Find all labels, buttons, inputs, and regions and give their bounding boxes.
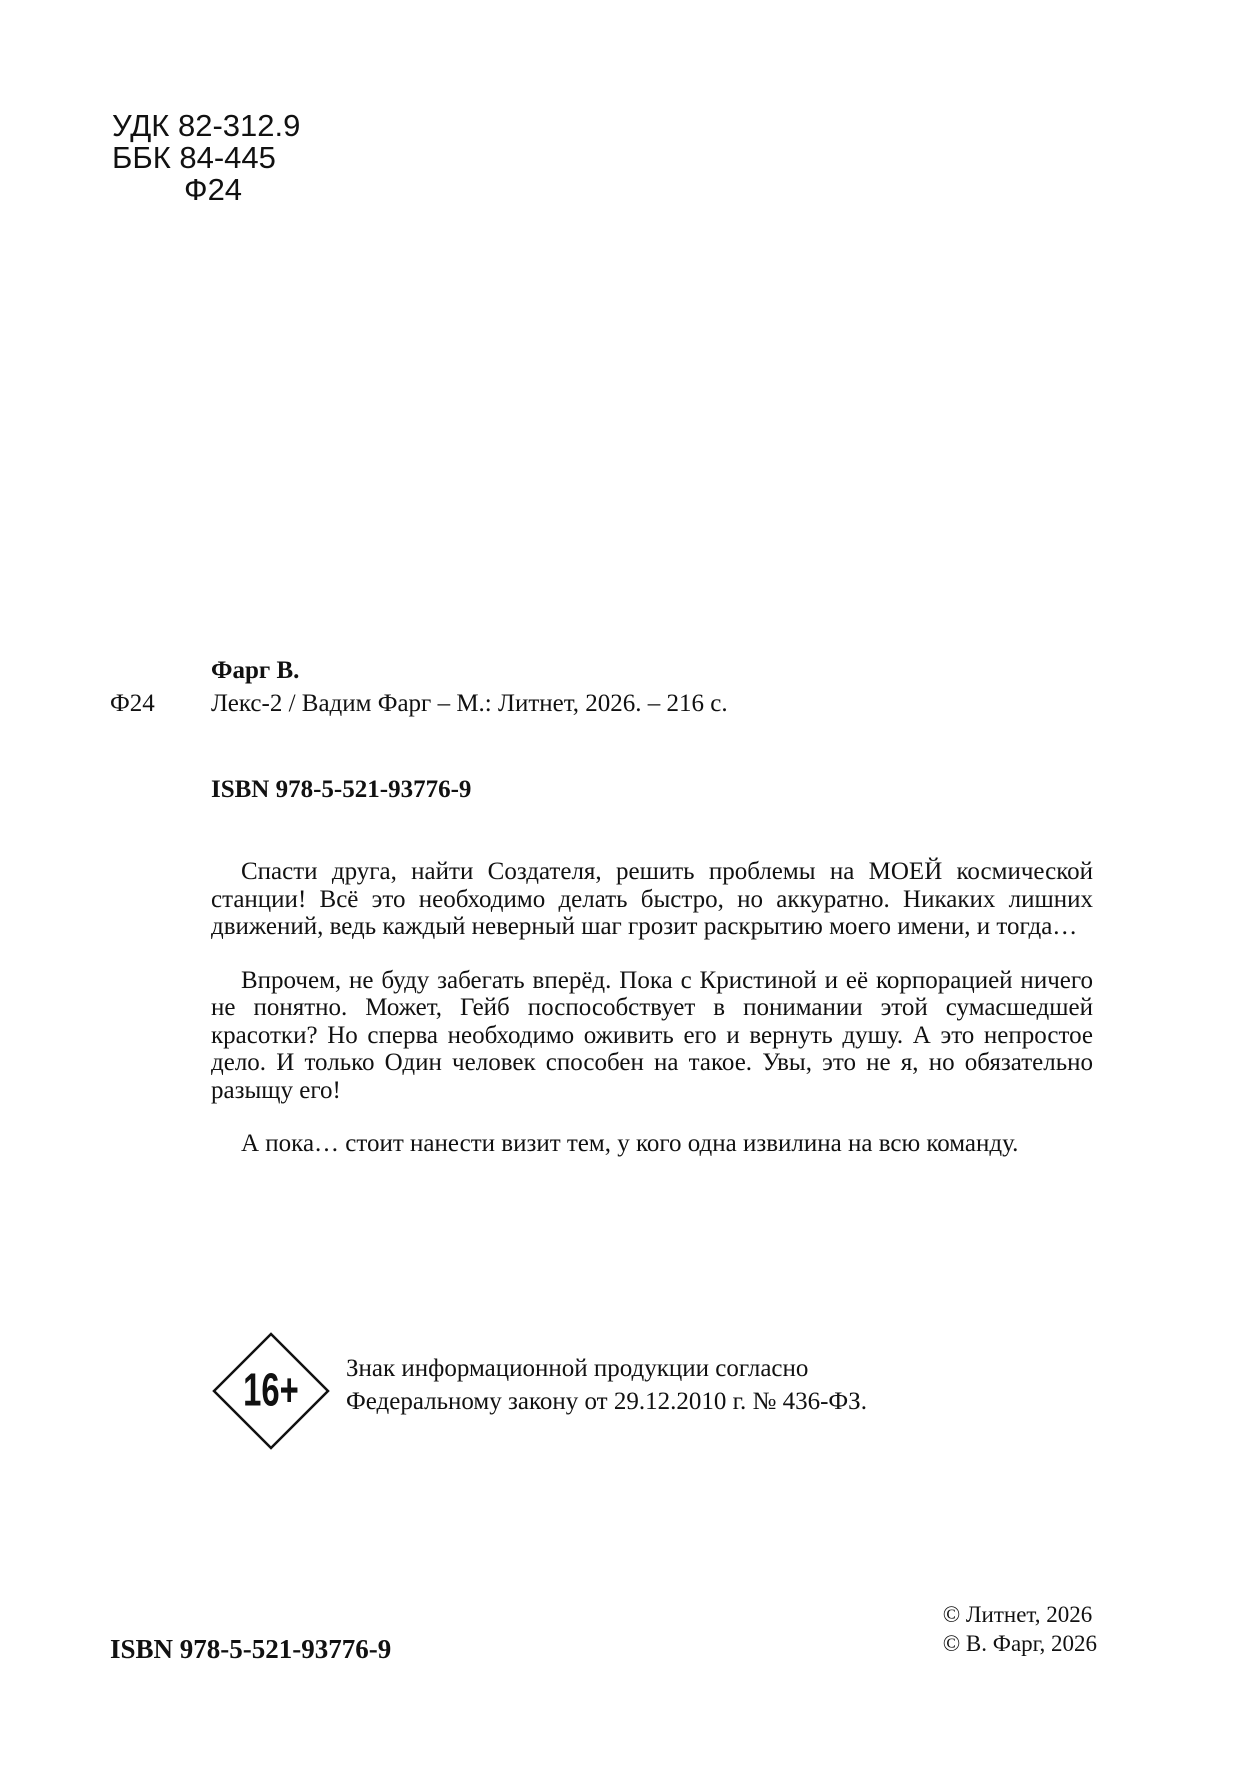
- annotation: [211, 858, 1093, 1184]
- copyright-author: © В. Фарг, 2026: [942, 1631, 1097, 1656]
- author-sign-code: Ф24: [110, 690, 155, 717]
- isbn-main: ISBN 978-5-521-93776-9: [211, 776, 472, 803]
- isbn-footer: ISBN 978-5-521-93776-9: [110, 1634, 392, 1664]
- age-rating-label: 16+: [243, 1365, 299, 1416]
- author-sign: Ф24: [184, 172, 243, 207]
- age-note-line: Федеральному закону от 29.12.2010 г. № 436-ФЗ.: [346, 1388, 867, 1415]
- annotation-paragraph: А пока… стоит нанести визит тем, у кого одна извилина на всю команду.: [241, 1130, 1019, 1157]
- classification-block: [112, 110, 300, 206]
- udc-code: УДК 82-312.9: [112, 108, 301, 143]
- age-rating-diamond: [212, 1332, 330, 1450]
- age-rating-note: [346, 1352, 867, 1418]
- bibliographic-line: Лекс-2 / Вадим Фарг – М.: Литнет, 2026. – 216 с.: [211, 690, 728, 717]
- annotation-paragraph: Спасти друга, найти Создателя, решить проблемы на МОЕЙ космической станции! Всё это необходимо делать быстро, но аккуратно. Никаких лишних движений, ведь каждый неверный шаг грозит раскрытию моего имени, и тогда…: [211, 858, 1093, 940]
- bbk-code: ББК 84-445: [112, 140, 276, 175]
- copyright-block: [943, 1600, 1097, 1658]
- annotation-paragraph: Впрочем, не буду забегать вперёд. Пока с Кристиной и её корпорацией ничего не понятно. Может, Гейб поспособствует в понимании этой сумасшедшей красотки? Но сперва необходимо оживить его и вернуть душу. А это непростое дело. И только Один человек способен на такое. Увы, это не я, но обязательно разыщу его!: [211, 966, 1093, 1104]
- copyright-publisher: © Литнет, 2026: [942, 1602, 1093, 1627]
- age-note-line: Знак информационной продукции согласно: [346, 1355, 809, 1382]
- author-name: Фарг В.: [211, 657, 300, 684]
